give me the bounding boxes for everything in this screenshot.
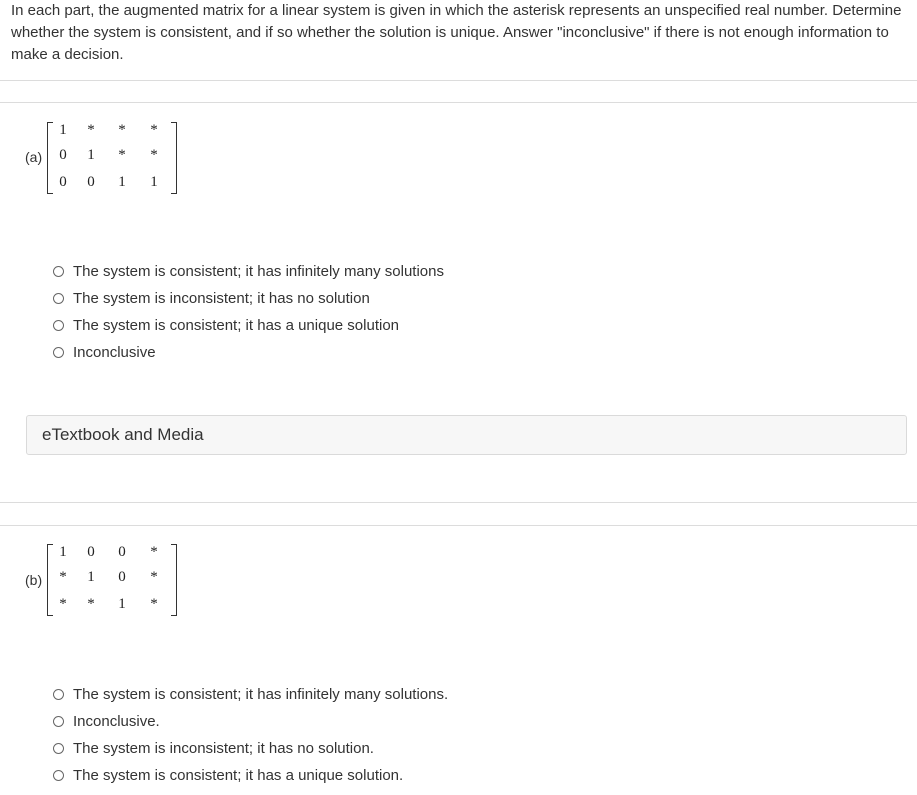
matrix-entry: 0 [118, 544, 126, 560]
part-b-matrix [47, 544, 177, 616]
option-label: The system is consistent; it has a unique solution. [73, 767, 404, 784]
divider [0, 502, 917, 503]
radio-button[interactable] [53, 320, 64, 331]
part-b-option-2[interactable] [50, 708, 448, 735]
matrix-entry: 0 [87, 174, 95, 190]
part-b-options [50, 681, 448, 789]
part-b-label: (b) [25, 572, 43, 588]
matrix-left-bracket [47, 122, 53, 194]
matrix-left-bracket [47, 544, 53, 616]
matrix-entry: 1 [59, 122, 67, 138]
matrix-entry: * [87, 596, 95, 612]
divider [0, 525, 917, 526]
matrix-entry: 1 [59, 544, 67, 560]
part-a-options [50, 258, 444, 366]
matrix-entry: * [59, 596, 67, 612]
matrix-entry: 1 [118, 174, 126, 190]
part-a-option-4[interactable] [50, 339, 444, 366]
divider [0, 80, 917, 81]
option-label: The system is inconsistent; it has no solution. [73, 740, 374, 757]
matrix-right-bracket [171, 544, 177, 616]
matrix-entry: * [150, 122, 158, 138]
part-a-option-2[interactable] [50, 285, 444, 312]
radio-button[interactable] [53, 743, 64, 754]
option-label: Inconclusive. [73, 713, 160, 730]
part-b-option-4[interactable] [50, 762, 448, 789]
matrix-entry: 0 [118, 569, 126, 585]
matrix-right-bracket [171, 122, 177, 194]
matrix-entry: 0 [59, 147, 67, 163]
matrix-entry: * [87, 122, 95, 138]
radio-button[interactable] [53, 266, 64, 277]
part-a-option-1[interactable] [50, 258, 444, 285]
option-label: Inconclusive [73, 344, 156, 361]
matrix-entry: * [150, 147, 158, 163]
matrix-entry: 1 [118, 596, 126, 612]
matrix-entry: 0 [87, 544, 95, 560]
option-label: The system is consistent; it has infinitely many solutions [73, 263, 444, 280]
part-a-option-3[interactable] [50, 312, 444, 339]
divider [0, 102, 917, 103]
radio-button[interactable] [53, 716, 64, 727]
radio-button[interactable] [53, 347, 64, 358]
part-b-option-1[interactable] [50, 681, 448, 708]
etextbook-media-button[interactable]: eTextbook and Media [26, 415, 907, 455]
question-intro: In each part, the augmented matrix for a linear system is given in which the asterisk represents an unspecified real number. Determine whether the system is consistent, and if so whether the solution is unique. Answer "inconclusive" if there is not enough information to make a decision. [11, 2, 902, 63]
matrix-entry: 0 [59, 174, 67, 190]
option-label: The system is consistent; it has a unique solution [73, 317, 400, 334]
radio-button[interactable] [53, 689, 64, 700]
option-label: The system is consistent; it has infinitely many solutions. [73, 686, 449, 703]
part-b-option-3[interactable] [50, 735, 448, 762]
matrix-entry: 1 [87, 569, 95, 585]
radio-button[interactable] [53, 293, 64, 304]
matrix-entry: * [150, 569, 158, 585]
matrix-entry: * [118, 147, 126, 163]
part-a-matrix [47, 122, 177, 194]
matrix-entry: 1 [150, 174, 158, 190]
radio-button[interactable] [53, 770, 64, 781]
matrix-entry: * [150, 544, 158, 560]
matrix-entry: 1 [87, 147, 95, 163]
matrix-entry: * [59, 569, 67, 585]
part-a-label: (a) [25, 149, 43, 165]
matrix-entry: * [118, 122, 126, 138]
option-label: The system is inconsistent; it has no solution [73, 290, 370, 307]
matrix-entry: * [150, 596, 158, 612]
